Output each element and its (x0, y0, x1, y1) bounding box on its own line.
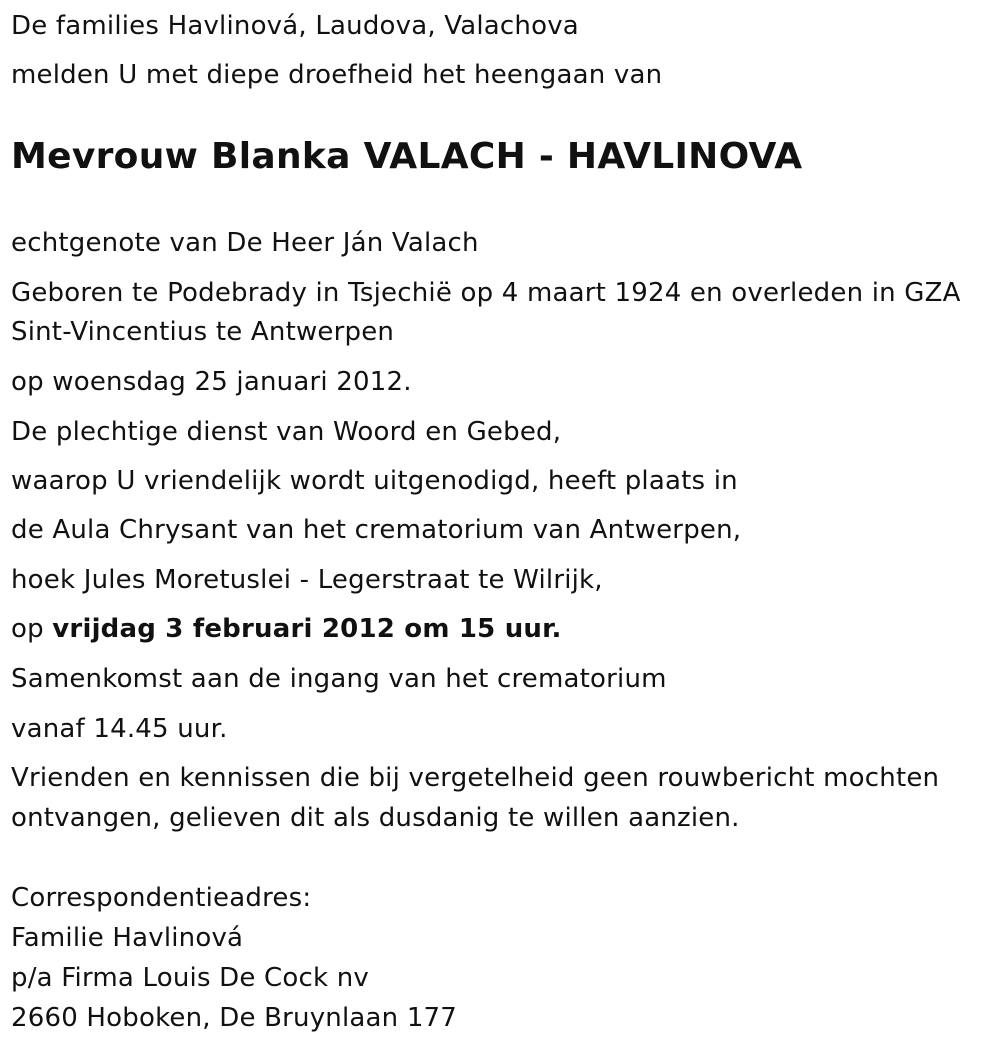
service-datetime-prefix: op (11, 614, 44, 644)
spouse-line: echtgenote van De Heer Ján Valach (11, 228, 479, 258)
families-line: De families Havlinová, Laudova, Valachova (11, 11, 579, 41)
correspondence-company: p/a Firma Louis De Cock nv (11, 963, 369, 993)
announcement-line: melden U met diepe droefheid het heengaan van (11, 60, 663, 90)
service-line-3: de Aula Chrysant van het crematorium van Antwerpen, (11, 515, 742, 545)
birth-death-line-2: Sint-Vincentius te Antwerpen (11, 317, 395, 347)
birth-death-line-1: Geboren te Podebrady in Tsjechië op 4 maart 1924 en overleden in GZA (11, 278, 961, 308)
service-datetime: vrijdag 3 februari 2012 om 15 uur. (52, 614, 562, 644)
correspondence-label: Correspondentieadres: (11, 883, 312, 913)
service-line-2: waarop U vriendelijk wordt uitgenodigd, heeft plaats in (11, 466, 738, 496)
date-of-death: op woensdag 25 januari 2012. (11, 367, 412, 397)
note-line-1: Vrienden en kennissen die bij vergetelheid geen rouwbericht mochten (11, 763, 940, 793)
correspondence-name: Familie Havlinová (11, 923, 244, 953)
note-line-2: ontvangen, gelieven dit als dusdanig te willen aanzien. (11, 803, 740, 833)
deceased-name: Mevrouw Blanka VALACH - HAVLINOVA (11, 136, 803, 177)
service-line-4: hoek Jules Moretuslei - Legerstraat te Wilrijk, (11, 565, 603, 595)
correspondence-address: 2660 Hoboken, De Bruynlaan 177 (11, 1003, 458, 1033)
service-line-1: De plechtige dienst van Woord en Gebed, (11, 417, 562, 447)
meeting-line-1: Samenkomst aan de ingang van het crematorium (11, 664, 667, 694)
service-datetime-line (11, 613, 562, 645)
meeting-line-2: vanaf 14.45 uur. (11, 714, 228, 744)
